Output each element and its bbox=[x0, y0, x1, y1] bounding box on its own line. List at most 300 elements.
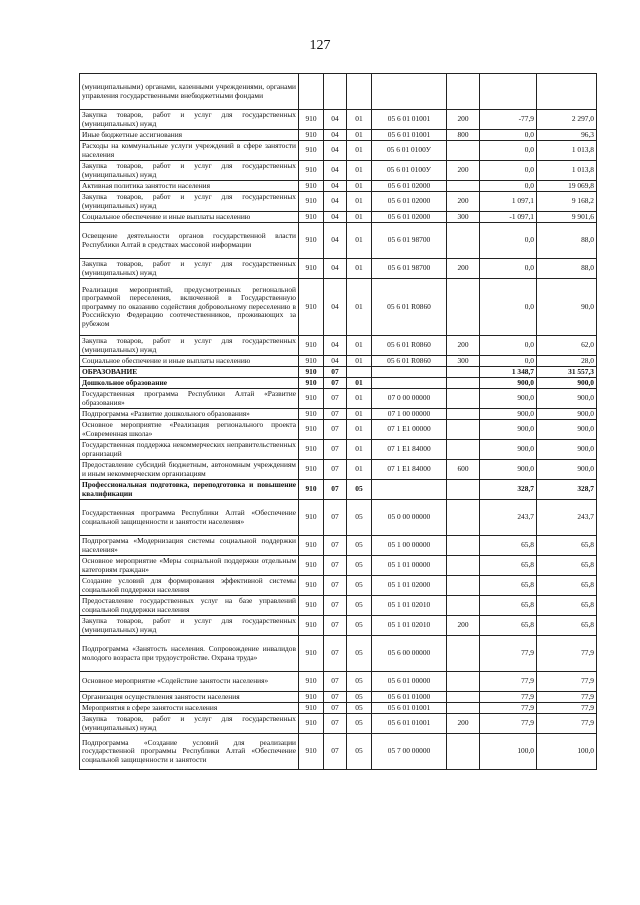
row-expense-type-cell bbox=[447, 576, 480, 596]
row-expense-type-cell: 800 bbox=[447, 130, 480, 141]
row-subsection-cell: 05 bbox=[347, 500, 372, 536]
row-name-cell: Мероприятия в сфере занятости населения bbox=[80, 703, 299, 714]
row-article-cell bbox=[372, 74, 447, 110]
row-section-cell: 07 bbox=[324, 616, 347, 636]
row-section-cell: 07 bbox=[324, 692, 347, 703]
row-name-cell: Освещение деятельности органов государственной власти Республики Алтай в средствах массовой информации bbox=[80, 223, 299, 259]
row-change-amount-cell: 1 348,7 bbox=[480, 367, 537, 378]
row-expense-type-cell bbox=[447, 734, 480, 770]
row-expense-type-cell bbox=[447, 409, 480, 420]
table-row bbox=[80, 223, 597, 259]
table-row bbox=[80, 734, 597, 770]
row-expense-type-cell bbox=[447, 279, 480, 336]
row-subsection-cell: 01 bbox=[347, 259, 372, 279]
row-expense-type-cell bbox=[447, 181, 480, 192]
row-name-cell: Подпрограмма «Модернизация системы социальной поддержки населения» bbox=[80, 536, 299, 556]
row-article-cell: 05 6 01 98700 bbox=[372, 259, 447, 279]
row-expense-type-cell bbox=[447, 378, 480, 389]
row-expense-type-cell bbox=[447, 480, 480, 500]
row-section-cell: 07 bbox=[324, 389, 347, 409]
table-row bbox=[80, 192, 597, 212]
row-total-amount-cell: 62,0 bbox=[537, 336, 597, 356]
row-subsection-cell: 01 bbox=[347, 356, 372, 367]
row-expense-type-cell bbox=[447, 556, 480, 576]
row-article-cell bbox=[372, 367, 447, 378]
row-expense-type-cell: 300 bbox=[447, 212, 480, 223]
row-admin-code-cell: 910 bbox=[299, 279, 324, 336]
row-expense-type-cell: 200 bbox=[447, 161, 480, 181]
row-admin-code-cell bbox=[299, 74, 324, 110]
table-row bbox=[80, 336, 597, 356]
row-name-cell: Социальное обеспечение и иные выплаты населению bbox=[80, 212, 299, 223]
row-subsection-cell: 01 bbox=[347, 460, 372, 480]
row-admin-code-cell: 910 bbox=[299, 223, 324, 259]
table-row bbox=[80, 367, 597, 378]
row-name-cell: Иные бюджетные ассигнования bbox=[80, 130, 299, 141]
row-total-amount-cell: 88,0 bbox=[537, 223, 597, 259]
row-section-cell: 04 bbox=[324, 181, 347, 192]
row-article-cell: 05 6 01 01001 bbox=[372, 130, 447, 141]
row-subsection-cell: 01 bbox=[347, 223, 372, 259]
row-section-cell: 07 bbox=[324, 576, 347, 596]
row-subsection-cell: 01 bbox=[347, 440, 372, 460]
row-section-cell: 04 bbox=[324, 161, 347, 181]
row-change-amount-cell: 65,8 bbox=[480, 556, 537, 576]
row-article-cell: 05 6 01 R0860 bbox=[372, 279, 447, 336]
row-article-cell: 05 6 01 01000 bbox=[372, 692, 447, 703]
row-total-amount-cell: 900,0 bbox=[537, 409, 597, 420]
row-admin-code-cell: 910 bbox=[299, 714, 324, 734]
table-row bbox=[80, 692, 597, 703]
table-row bbox=[80, 480, 597, 500]
row-admin-code-cell: 910 bbox=[299, 692, 324, 703]
row-subsection-cell: 01 bbox=[347, 141, 372, 161]
row-admin-code-cell: 910 bbox=[299, 336, 324, 356]
row-subsection-cell: 01 bbox=[347, 130, 372, 141]
table-row bbox=[80, 576, 597, 596]
table-row bbox=[80, 212, 597, 223]
row-change-amount-cell: 0,0 bbox=[480, 130, 537, 141]
row-section-cell: 07 bbox=[324, 367, 347, 378]
row-article-cell: 05 6 01 0100У bbox=[372, 141, 447, 161]
row-section-cell: 04 bbox=[324, 110, 347, 130]
row-subsection-cell: 01 bbox=[347, 161, 372, 181]
row-name-cell: Закупка товаров, работ и услуг для государственных (муниципальных) нужд bbox=[80, 259, 299, 279]
row-section-cell: 04 bbox=[324, 130, 347, 141]
row-article-cell: 05 6 01 01001 bbox=[372, 714, 447, 734]
row-subsection-cell: 05 bbox=[347, 672, 372, 692]
table-row bbox=[80, 356, 597, 367]
row-section-cell: 07 bbox=[324, 596, 347, 616]
row-expense-type-cell bbox=[447, 703, 480, 714]
row-subsection-cell: 01 bbox=[347, 420, 372, 440]
row-name-cell: (муниципальными) органами, казенными учреждениями, органами управления государственными внебюджетными фондами bbox=[80, 74, 299, 110]
row-expense-type-cell: 200 bbox=[447, 616, 480, 636]
row-name-cell: Реализация мероприятий, предусмотренных региональной программой переселения, включенной в Государственную программу по оказанию содействия добровольному переселению в Российскую Федерацию соотечественников, проживающих за рубежом bbox=[80, 279, 299, 336]
row-admin-code-cell: 910 bbox=[299, 181, 324, 192]
table-row bbox=[80, 556, 597, 576]
row-subsection-cell: 01 bbox=[347, 336, 372, 356]
row-change-amount-cell: -1 097,1 bbox=[480, 212, 537, 223]
row-admin-code-cell: 910 bbox=[299, 616, 324, 636]
row-total-amount-cell: 77,9 bbox=[537, 636, 597, 672]
row-change-amount-cell: 65,8 bbox=[480, 616, 537, 636]
row-expense-type-cell bbox=[447, 692, 480, 703]
row-expense-type-cell: 200 bbox=[447, 192, 480, 212]
row-admin-code-cell: 910 bbox=[299, 596, 324, 616]
row-admin-code-cell: 910 bbox=[299, 636, 324, 672]
row-change-amount-cell: 900,0 bbox=[480, 389, 537, 409]
row-expense-type-cell: 200 bbox=[447, 259, 480, 279]
row-change-amount-cell: 0,0 bbox=[480, 161, 537, 181]
row-change-amount-cell: 0,0 bbox=[480, 336, 537, 356]
table-row bbox=[80, 378, 597, 389]
row-article-cell: 05 1 01 02000 bbox=[372, 576, 447, 596]
row-section-cell: 07 bbox=[324, 409, 347, 420]
table-row bbox=[80, 110, 597, 130]
row-total-amount-cell: 31 557,3 bbox=[537, 367, 597, 378]
row-name-cell: ОБРАЗОВАНИЕ bbox=[80, 367, 299, 378]
row-expense-type-cell bbox=[447, 636, 480, 672]
row-admin-code-cell: 910 bbox=[299, 212, 324, 223]
row-name-cell: Государственная программа Республики Алтай «Развитие образования» bbox=[80, 389, 299, 409]
table-row bbox=[80, 161, 597, 181]
row-total-amount-cell bbox=[537, 74, 597, 110]
row-total-amount-cell: 900,0 bbox=[537, 440, 597, 460]
row-total-amount-cell: 96,3 bbox=[537, 130, 597, 141]
table-row bbox=[80, 616, 597, 636]
row-article-cell: 05 6 01 02000 bbox=[372, 192, 447, 212]
row-admin-code-cell: 910 bbox=[299, 409, 324, 420]
row-name-cell: Создание условий для формирования эффективной системы социальной поддержки населения bbox=[80, 576, 299, 596]
table-row bbox=[80, 536, 597, 556]
row-subsection-cell: 05 bbox=[347, 703, 372, 714]
row-admin-code-cell: 910 bbox=[299, 130, 324, 141]
row-total-amount-cell: 90,0 bbox=[537, 279, 597, 336]
row-change-amount-cell: 77,9 bbox=[480, 672, 537, 692]
row-admin-code-cell: 910 bbox=[299, 110, 324, 130]
table-row bbox=[80, 672, 597, 692]
row-name-cell: Предоставление субсидий бюджетным, автономным учреждениям и иным некоммерческим организациям bbox=[80, 460, 299, 480]
row-total-amount-cell: 2 297,0 bbox=[537, 110, 597, 130]
row-change-amount-cell: 328,7 bbox=[480, 480, 537, 500]
row-expense-type-cell bbox=[447, 420, 480, 440]
row-total-amount-cell: 900,0 bbox=[537, 460, 597, 480]
row-subsection-cell: 05 bbox=[347, 556, 372, 576]
row-change-amount-cell: 65,8 bbox=[480, 576, 537, 596]
row-change-amount-cell: -77,9 bbox=[480, 110, 537, 130]
row-subsection-cell: 05 bbox=[347, 576, 372, 596]
row-total-amount-cell: 328,7 bbox=[537, 480, 597, 500]
row-admin-code-cell: 910 bbox=[299, 420, 324, 440]
row-name-cell: Подпрограмма «Развитие дошкольного образования» bbox=[80, 409, 299, 420]
row-section-cell: 07 bbox=[324, 420, 347, 440]
row-article-cell: 07 1 E1 00000 bbox=[372, 420, 447, 440]
row-change-amount-cell: 0,0 bbox=[480, 141, 537, 161]
row-expense-type-cell: 200 bbox=[447, 714, 480, 734]
row-section-cell: 07 bbox=[324, 734, 347, 770]
row-subsection-cell: 01 bbox=[347, 409, 372, 420]
row-name-cell: Подпрограмма «Занятость населения. Сопровождение инвалидов молодого возраста при трудоустройстве. Охрана труда» bbox=[80, 636, 299, 672]
row-total-amount-cell: 77,9 bbox=[537, 692, 597, 703]
row-admin-code-cell: 910 bbox=[299, 367, 324, 378]
row-name-cell: Социальное обеспечение и иные выплаты населению bbox=[80, 356, 299, 367]
row-change-amount-cell: 77,9 bbox=[480, 714, 537, 734]
row-name-cell: Дошкольное образование bbox=[80, 378, 299, 389]
row-total-amount-cell: 1 013,8 bbox=[537, 161, 597, 181]
row-expense-type-cell bbox=[447, 672, 480, 692]
row-admin-code-cell: 910 bbox=[299, 556, 324, 576]
row-name-cell: Организация осуществления занятости населения bbox=[80, 692, 299, 703]
row-total-amount-cell: 900,0 bbox=[537, 420, 597, 440]
row-change-amount-cell: 0,0 bbox=[480, 181, 537, 192]
row-admin-code-cell: 910 bbox=[299, 161, 324, 181]
row-admin-code-cell: 910 bbox=[299, 356, 324, 367]
row-section-cell bbox=[324, 74, 347, 110]
row-section-cell: 07 bbox=[324, 536, 347, 556]
row-expense-type-cell bbox=[447, 596, 480, 616]
budget-table bbox=[79, 73, 597, 770]
row-total-amount-cell: 77,9 bbox=[537, 714, 597, 734]
row-article-cell: 05 0 00 00000 bbox=[372, 500, 447, 536]
row-admin-code-cell: 910 bbox=[299, 480, 324, 500]
row-section-cell: 04 bbox=[324, 192, 347, 212]
row-change-amount-cell: 900,0 bbox=[480, 440, 537, 460]
row-section-cell: 07 bbox=[324, 672, 347, 692]
row-article-cell: 05 6 01 01001 bbox=[372, 110, 447, 130]
row-expense-type-cell bbox=[447, 223, 480, 259]
row-change-amount-cell: 900,0 bbox=[480, 460, 537, 480]
row-total-amount-cell: 65,8 bbox=[537, 556, 597, 576]
row-article-cell: 07 0 00 00000 bbox=[372, 389, 447, 409]
row-subsection-cell: 05 bbox=[347, 596, 372, 616]
row-admin-code-cell: 910 bbox=[299, 259, 324, 279]
row-name-cell: Государственная программа Республики Алтай «Обеспечение социальной защищенности и занятости населения» bbox=[80, 500, 299, 536]
row-name-cell: Закупка товаров, работ и услуг для государственных (муниципальных) нужд bbox=[80, 192, 299, 212]
row-article-cell bbox=[372, 480, 447, 500]
row-article-cell: 05 6 01 02000 bbox=[372, 181, 447, 192]
row-change-amount-cell: 100,0 bbox=[480, 734, 537, 770]
row-expense-type-cell: 600 bbox=[447, 460, 480, 480]
row-article-cell bbox=[372, 378, 447, 389]
row-subsection-cell: 05 bbox=[347, 734, 372, 770]
row-subsection-cell bbox=[347, 367, 372, 378]
row-subsection-cell bbox=[347, 74, 372, 110]
row-subsection-cell: 01 bbox=[347, 389, 372, 409]
row-admin-code-cell: 910 bbox=[299, 389, 324, 409]
table-row bbox=[80, 141, 597, 161]
row-section-cell: 07 bbox=[324, 636, 347, 672]
row-section-cell: 04 bbox=[324, 141, 347, 161]
row-article-cell: 05 7 00 00000 bbox=[372, 734, 447, 770]
row-section-cell: 04 bbox=[324, 279, 347, 336]
row-total-amount-cell: 65,8 bbox=[537, 596, 597, 616]
row-admin-code-cell: 910 bbox=[299, 703, 324, 714]
row-expense-type-cell: 300 bbox=[447, 356, 480, 367]
row-name-cell: Профессиональная подготовка, переподготовка и повышение квалификации bbox=[80, 480, 299, 500]
row-article-cell: 05 6 00 00000 bbox=[372, 636, 447, 672]
row-section-cell: 04 bbox=[324, 356, 347, 367]
row-change-amount-cell: 900,0 bbox=[480, 420, 537, 440]
row-subsection-cell: 05 bbox=[347, 714, 372, 734]
row-section-cell: 07 bbox=[324, 460, 347, 480]
row-expense-type-cell bbox=[447, 500, 480, 536]
table-row bbox=[80, 279, 597, 336]
row-article-cell: 05 6 01 98700 bbox=[372, 223, 447, 259]
row-name-cell: Закупка товаров, работ и услуг для государственных (муниципальных) нужд bbox=[80, 161, 299, 181]
table-row bbox=[80, 703, 597, 714]
row-total-amount-cell: 100,0 bbox=[537, 734, 597, 770]
row-name-cell: Подпрограмма «Создание условий для реализации государственной программы Республики Алтай «Обеспечение социальной защищенности и занятости bbox=[80, 734, 299, 770]
row-article-cell: 05 1 01 02010 bbox=[372, 596, 447, 616]
table-row bbox=[80, 420, 597, 440]
table-row bbox=[80, 460, 597, 480]
row-total-amount-cell: 900,0 bbox=[537, 389, 597, 409]
row-subsection-cell: 01 bbox=[347, 212, 372, 223]
table-row bbox=[80, 130, 597, 141]
row-name-cell: Основное мероприятие «Меры социальной поддержки отдельным категориям граждан» bbox=[80, 556, 299, 576]
row-article-cell: 05 1 01 00000 bbox=[372, 556, 447, 576]
row-article-cell: 07 1 00 00000 bbox=[372, 409, 447, 420]
table-row bbox=[80, 181, 597, 192]
row-subsection-cell: 05 bbox=[347, 536, 372, 556]
budget-table-body bbox=[80, 74, 597, 770]
row-article-cell: 05 6 01 R0860 bbox=[372, 336, 447, 356]
row-name-cell: Закупка товаров, работ и услуг для государственных (муниципальных) нужд bbox=[80, 336, 299, 356]
row-subsection-cell: 01 bbox=[347, 110, 372, 130]
row-admin-code-cell: 910 bbox=[299, 440, 324, 460]
row-subsection-cell: 05 bbox=[347, 636, 372, 672]
row-total-amount-cell: 65,8 bbox=[537, 576, 597, 596]
row-article-cell: 05 6 01 R0860 bbox=[372, 356, 447, 367]
row-name-cell: Закупка товаров, работ и услуг для государственных (муниципальных) нужд bbox=[80, 714, 299, 734]
row-name-cell: Основное мероприятие «Содействие занятости населения» bbox=[80, 672, 299, 692]
row-expense-type-cell: 200 bbox=[447, 336, 480, 356]
row-expense-type-cell bbox=[447, 440, 480, 460]
row-section-cell: 07 bbox=[324, 480, 347, 500]
row-article-cell: 05 1 01 02010 bbox=[372, 616, 447, 636]
row-change-amount-cell: 77,9 bbox=[480, 703, 537, 714]
row-name-cell: Расходы на коммунальные услуги учреждений в сфере занятости населения bbox=[80, 141, 299, 161]
row-section-cell: 07 bbox=[324, 703, 347, 714]
row-name-cell: Активная политика занятости населения bbox=[80, 181, 299, 192]
row-total-amount-cell: 9 901,6 bbox=[537, 212, 597, 223]
table-row bbox=[80, 500, 597, 536]
row-total-amount-cell: 65,8 bbox=[537, 536, 597, 556]
row-expense-type-cell bbox=[447, 389, 480, 409]
row-section-cell: 04 bbox=[324, 259, 347, 279]
table-row bbox=[80, 259, 597, 279]
row-article-cell: 05 1 00 00000 bbox=[372, 536, 447, 556]
row-name-cell: Закупка товаров, работ и услуг для государственных (муниципальных) нужд bbox=[80, 110, 299, 130]
row-expense-type-cell bbox=[447, 74, 480, 110]
row-total-amount-cell: 65,8 bbox=[537, 616, 597, 636]
row-subsection-cell: 01 bbox=[347, 378, 372, 389]
row-change-amount-cell: 0,0 bbox=[480, 223, 537, 259]
row-admin-code-cell: 910 bbox=[299, 141, 324, 161]
row-expense-type-cell bbox=[447, 367, 480, 378]
row-article-cell: 05 6 01 02000 bbox=[372, 212, 447, 223]
row-subsection-cell: 05 bbox=[347, 692, 372, 703]
row-admin-code-cell: 910 bbox=[299, 192, 324, 212]
table-row bbox=[80, 74, 597, 110]
row-article-cell: 07 1 E1 84000 bbox=[372, 460, 447, 480]
row-change-amount-cell: 77,9 bbox=[480, 636, 537, 672]
row-subsection-cell: 01 bbox=[347, 192, 372, 212]
row-total-amount-cell: 28,0 bbox=[537, 356, 597, 367]
row-section-cell: 07 bbox=[324, 440, 347, 460]
row-admin-code-cell: 910 bbox=[299, 576, 324, 596]
row-change-amount-cell: 243,7 bbox=[480, 500, 537, 536]
row-admin-code-cell: 910 bbox=[299, 500, 324, 536]
page-number: 127 bbox=[309, 38, 331, 53]
row-admin-code-cell: 910 bbox=[299, 734, 324, 770]
table-row bbox=[80, 440, 597, 460]
row-expense-type-cell bbox=[447, 141, 480, 161]
row-total-amount-cell: 9 168,2 bbox=[537, 192, 597, 212]
row-section-cell: 04 bbox=[324, 336, 347, 356]
table-row bbox=[80, 596, 597, 616]
row-name-cell: Государственная поддержка некоммерческих неправительственных организаций bbox=[80, 440, 299, 460]
row-change-amount-cell: 0,0 bbox=[480, 356, 537, 367]
row-total-amount-cell: 900,0 bbox=[537, 378, 597, 389]
row-name-cell: Закупка товаров, работ и услуг для государственных (муниципальных) нужд bbox=[80, 616, 299, 636]
row-subsection-cell: 01 bbox=[347, 181, 372, 192]
row-total-amount-cell: 77,9 bbox=[537, 703, 597, 714]
row-change-amount-cell: 0,0 bbox=[480, 259, 537, 279]
table-row bbox=[80, 636, 597, 672]
row-change-amount-cell: 1 097,1 bbox=[480, 192, 537, 212]
row-total-amount-cell: 19 069,8 bbox=[537, 181, 597, 192]
row-change-amount-cell: 65,8 bbox=[480, 596, 537, 616]
row-expense-type-cell: 200 bbox=[447, 110, 480, 130]
row-total-amount-cell: 88,0 bbox=[537, 259, 597, 279]
row-section-cell: 07 bbox=[324, 556, 347, 576]
row-admin-code-cell: 910 bbox=[299, 672, 324, 692]
row-total-amount-cell: 1 013,8 bbox=[537, 141, 597, 161]
row-change-amount-cell: 900,0 bbox=[480, 409, 537, 420]
row-section-cell: 04 bbox=[324, 212, 347, 223]
table-row bbox=[80, 409, 597, 420]
table-row bbox=[80, 714, 597, 734]
row-change-amount-cell: 65,8 bbox=[480, 536, 537, 556]
row-admin-code-cell: 910 bbox=[299, 378, 324, 389]
row-name-cell: Предоставление государственных услуг на базе управлений социальной поддержки населения bbox=[80, 596, 299, 616]
row-expense-type-cell bbox=[447, 536, 480, 556]
row-subsection-cell: 05 bbox=[347, 616, 372, 636]
row-article-cell: 07 1 E1 84000 bbox=[372, 440, 447, 460]
row-article-cell: 05 6 01 01001 bbox=[372, 703, 447, 714]
row-change-amount-cell bbox=[480, 74, 537, 110]
row-section-cell: 04 bbox=[324, 223, 347, 259]
row-change-amount-cell: 0,0 bbox=[480, 279, 537, 336]
row-total-amount-cell: 243,7 bbox=[537, 500, 597, 536]
table-row bbox=[80, 389, 597, 409]
row-admin-code-cell: 910 bbox=[299, 460, 324, 480]
row-change-amount-cell: 77,9 bbox=[480, 692, 537, 703]
row-admin-code-cell: 910 bbox=[299, 536, 324, 556]
row-change-amount-cell: 900,0 bbox=[480, 378, 537, 389]
row-article-cell: 05 6 01 0100У bbox=[372, 161, 447, 181]
row-section-cell: 07 bbox=[324, 500, 347, 536]
row-section-cell: 07 bbox=[324, 714, 347, 734]
row-name-cell: Основное мероприятие «Реализация регионального проекта «Современная школа» bbox=[80, 420, 299, 440]
row-total-amount-cell: 77,9 bbox=[537, 672, 597, 692]
row-subsection-cell: 01 bbox=[347, 279, 372, 336]
row-article-cell: 05 6 01 00000 bbox=[372, 672, 447, 692]
row-subsection-cell: 05 bbox=[347, 480, 372, 500]
row-section-cell: 07 bbox=[324, 378, 347, 389]
